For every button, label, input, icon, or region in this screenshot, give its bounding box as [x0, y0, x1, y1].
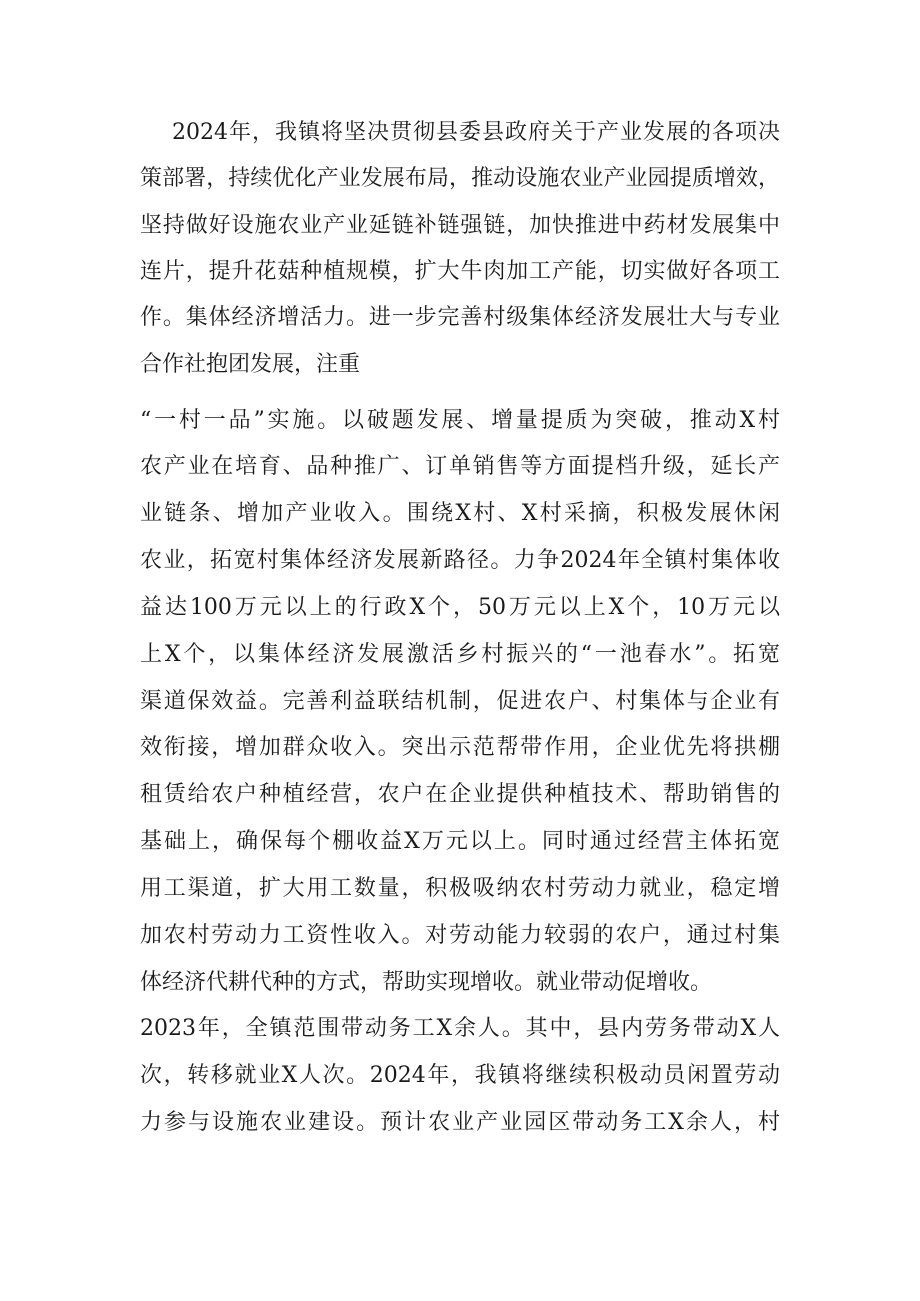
- text-line-14: 效衔接，增加群众收入。突出示范帮带作用，企业优先将拱棚: [140, 735, 780, 760]
- text-line-3: 坚持做好设施农业产业延链补链强链，加快推进中药材发展集中: [140, 213, 780, 238]
- text-line-8: 农产业在培育、品种推广、订单销售等方面提档升级，延长产: [140, 454, 780, 479]
- text-line-2: 策部署，持续优化产业发展布局，推动设施农业产业园提质增效，: [140, 166, 780, 191]
- text-line-19: 体经济代耕代种的方式，帮助实现增收。就业带动促增收。: [140, 970, 713, 995]
- text-line-16: 基础上，确保每个棚收益X万元以上。同时通过经营主体拓宽: [140, 829, 780, 854]
- text-line-18: 加农村劳动力工资性收入。对劳动能力较弱的农户，通过村集: [140, 923, 780, 948]
- text-line-4: 连片，提升花菇种植规模，扩大牛肉加工产能，切实做好各项工: [140, 259, 780, 284]
- text-line-7: “一村一品”实施。以破题发展、增量提质为突破，推动X村: [140, 408, 780, 433]
- text-line-9: 业链条、增加产业收入。围绕X村、X村采摘，积极发展休闲: [140, 501, 780, 526]
- text-line-15: 租赁给农户种植经营，农户在企业提供种植技术、帮助销售的: [140, 782, 780, 807]
- text-line-13: 渠道保效益。完善利益联结机制，促进农户、村集体与企业有: [140, 689, 780, 714]
- text-line-12: 上X个，以集体经济发展激活乡村振兴的“一池春水”。拓宽: [140, 642, 780, 667]
- text-line-1: 2024年，我镇将坚决贯彻县委县政府关于产业发展的各项决: [172, 120, 780, 145]
- text-line-6: 合作社抱团发展，注重: [140, 352, 361, 377]
- text-line-10: 农业，拓宽村集体经济发展新路径。力争2024年全镇村集体收: [140, 548, 780, 573]
- text-line-17: 用工渠道，扩大用工数量，积极吸纳农村劳动力就业，稳定增: [140, 876, 780, 901]
- text-line-21: 次，转移就业X人次。2024年，我镇将继续积极动员闲置劳动: [140, 1063, 780, 1088]
- text-line-11: 益达100万元以上的行政X个，50万元以上X个，10万元以: [140, 595, 780, 620]
- text-line-5: 作。集体经济增活力。进一步完善村级集体经济发展壮大与专业: [140, 305, 780, 330]
- text-line-22: 力参与设施农业建设。预计农业产业园区带动务工X余人，村: [140, 1110, 780, 1135]
- text-line-20: 2023年，全镇范围带动务工X余人。其中，县内劳务带动X人: [140, 1016, 780, 1041]
